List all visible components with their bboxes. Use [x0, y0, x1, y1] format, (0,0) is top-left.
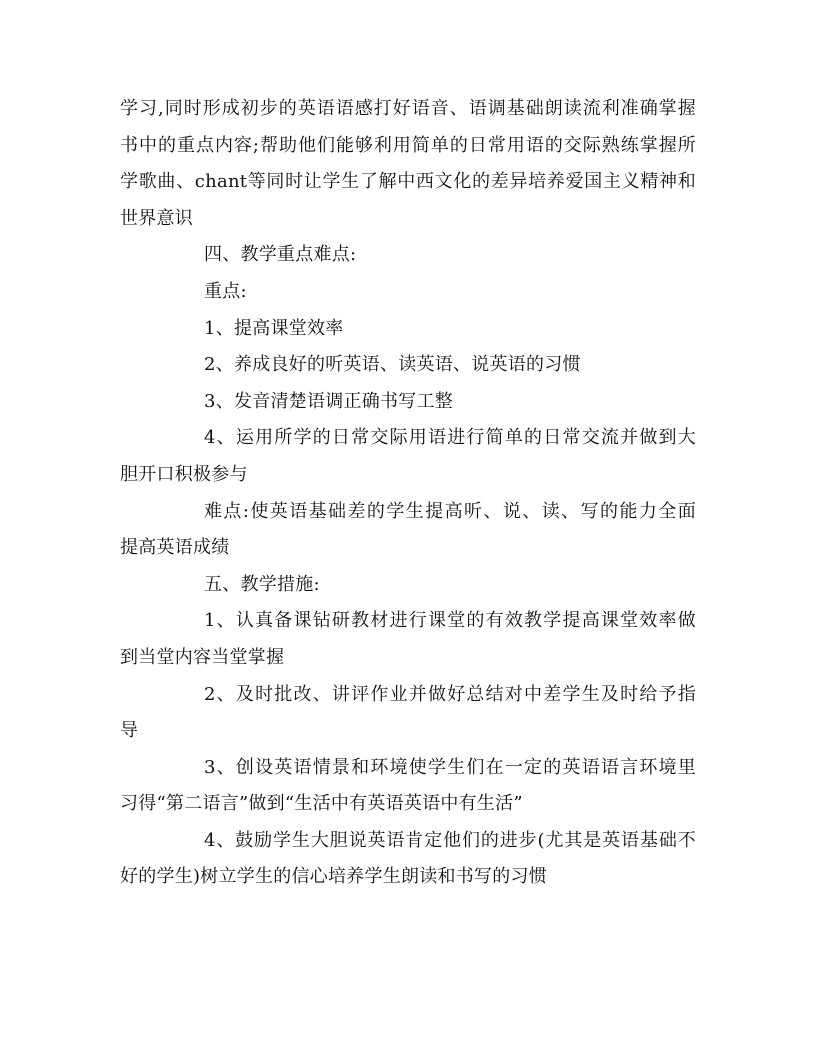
subheading: 重点:: [204, 280, 247, 302]
text-line: 世界意识: [120, 207, 193, 229]
list-item: 2、及时批改、讲评作业并做好总结对中差学生及时给予指: [204, 683, 696, 705]
text-line: 书中的重点内容;帮助他们能够利用简单的日常用语的交际熟练掌握所: [120, 134, 696, 156]
list-item: 4、鼓励学生大胆说英语肯定他们的进步(尤其是英语基础不: [204, 829, 696, 851]
list-item: 1、提高课堂效率: [204, 317, 344, 339]
list-item: 2、养成良好的听英语、读英语、说英语的习惯: [204, 354, 581, 376]
document-body: [120, 91, 696, 896]
list-item-continuation: 导: [120, 720, 139, 742]
list-item: 3、发音清楚语调正确书写工整: [204, 390, 453, 412]
section-heading: 五、教学措施:: [204, 573, 320, 595]
list-item-continuation: 到当堂内容当堂掌握: [120, 646, 285, 668]
section-heading: 四、教学重点难点:: [204, 244, 357, 266]
list-item-continuation: 胆开口积极参与: [120, 463, 248, 485]
list-item-continuation: 好的学生)树立学生的信心培养学生朗读和书写的习惯: [120, 866, 548, 888]
text-line: 学习,同时形成初步的英语语感打好语音、语调基础朗读流利准确掌握: [120, 98, 696, 119]
text-line: 学歌曲、chant等同时让学生了解中西文化的差异培养爱国主义精神和: [120, 171, 696, 193]
list-item-continuation: 习得“第二语言”做到“生活中有英语英语中有生活”: [120, 793, 523, 815]
difficulty-paragraph-continuation: 提高英语成绩: [120, 537, 230, 559]
list-item: 1、认真备课钻研教材进行课堂的有效教学提高课堂效率做: [204, 610, 696, 632]
list-item: 4、运用所学的日常交际用语进行简单的日常交流并做到大: [204, 427, 696, 449]
list-item: 3、创设英语情景和环境使学生们在一定的英语语言环境里: [204, 756, 696, 778]
difficulty-paragraph: 难点:使英语基础差的学生提高听、说、读、写的能力全面: [204, 500, 696, 522]
